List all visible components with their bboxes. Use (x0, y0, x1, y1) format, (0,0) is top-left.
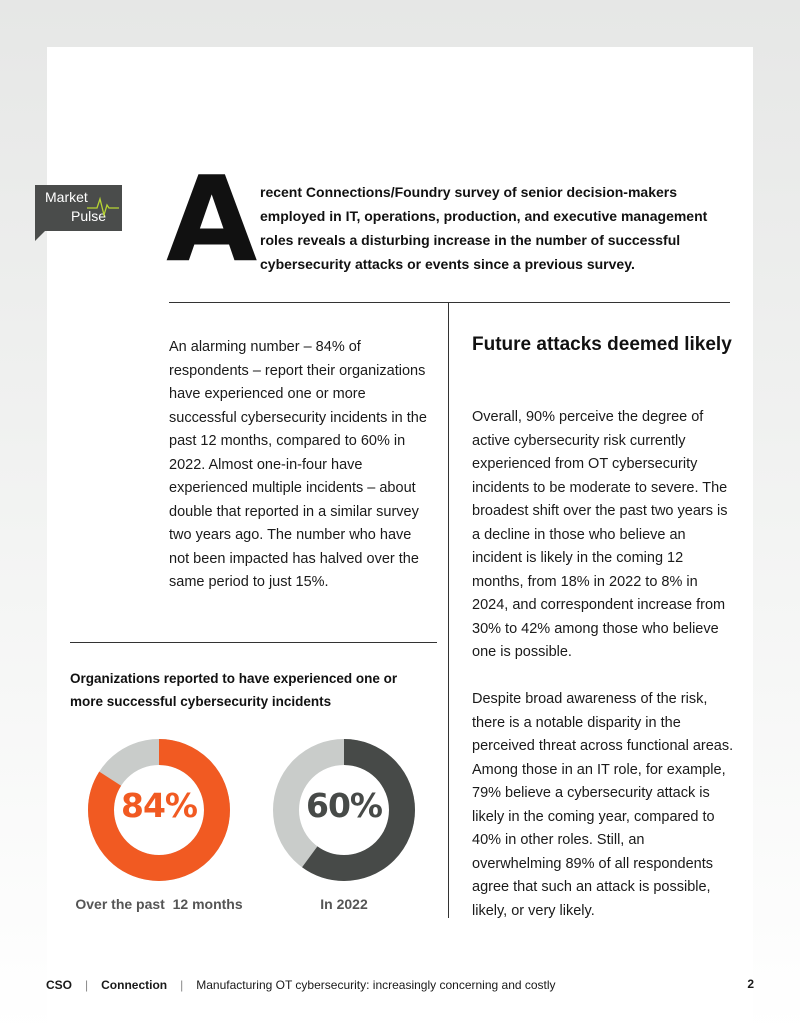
chart-title: Organizations reported to have experienced one or more successful cybersecurity incidents (70, 671, 398, 709)
donut-caption-12-months: Over the past 12 months (75, 896, 243, 912)
donut-caption-2022: In 2022 (320, 896, 368, 912)
right-body-text (472, 406, 734, 947)
footer-separator: | (180, 978, 184, 992)
page-number: 2 (747, 977, 754, 991)
page-footer (46, 976, 754, 994)
right-paragraph-2: Despite broad awareness of the risk, there is a notable disparity in the perceived threat across functional areas. Among those in an IT role, for example, 79% believe a cybersecurity attack is likely in the coming year, compared to 40% in other roles. Still, an overwhelming 89% of all respondents agree that such an attack is possible, likely, or very likely. (472, 691, 734, 919)
intro-paragraph: recent Connections/Foundry survey of senior decision-makers employed in IT, operations, production, and executive management roles reveals a disturbing increase in the number of successful cybersecurity attacks or events since a previous survey. (260, 184, 708, 272)
right-paragraph-1: Overall, 90% perceive the degree of active cybersecurity risk currently experienced from OT cybersecurity incidents to be moderate to severe. The broadest shift over the past two years is a decline in those who believe an incident is likely in the coming 12 months, from 18% in 2022 to 8% in 2024, and correspondent increase from 30% to 42% among those who believe one is possible. (472, 409, 728, 660)
divider-chart (70, 642, 437, 643)
divider-top (169, 302, 730, 303)
drop-cap: A (166, 150, 252, 288)
footer-title: Manufacturing OT cybersecurity: increasingly concerning and costly (196, 978, 556, 992)
column-divider (448, 303, 449, 918)
left-body-text: An alarming number – 84% of respondents – report their organizations have experienced one or more successful cybersecurity incidents in the past 12 months, compared to 60% in 2022. Almost one-in-four have experienced multiple incidents – about double that reported in a similar survey two years ago. The number who have not been impacted has halved over the same period to just 15%. (169, 339, 427, 590)
tag-line-2: Pulse (71, 208, 107, 224)
donut-value-label-12-months: 84% (121, 786, 197, 825)
footer-brand-cso: CSO (46, 978, 73, 992)
donut-value-label-2022: 60% (306, 786, 382, 825)
footer-brand-connection: Connection (101, 978, 168, 992)
tag-line-1: Market (45, 189, 88, 205)
footer-separator: | (85, 978, 89, 992)
market-pulse-tag (35, 185, 122, 231)
section-heading: Future attacks deemed likely (472, 334, 732, 355)
pulse-wave-icon (87, 195, 119, 217)
